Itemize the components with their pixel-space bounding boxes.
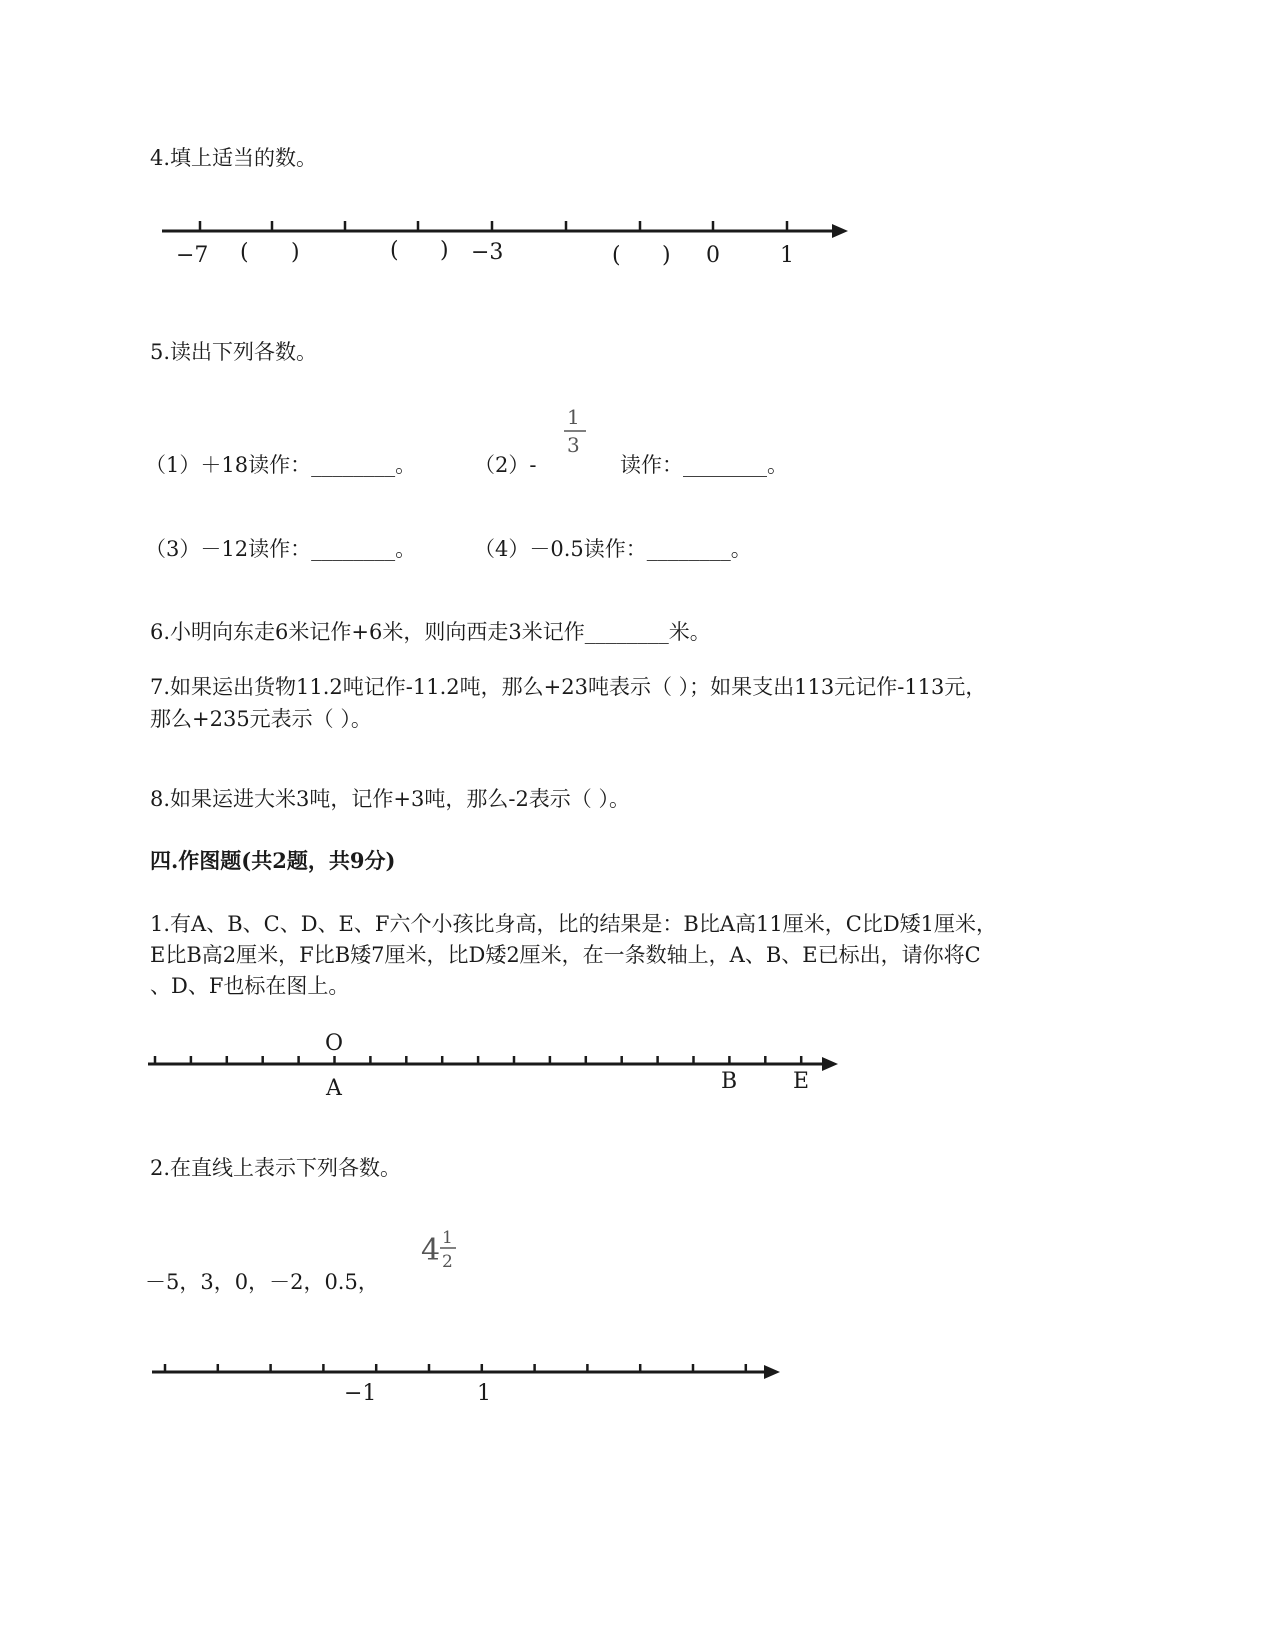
d2-mixed-whole: 4: [421, 1233, 441, 1268]
q7-line2: 那么+235元表示（ ）。: [150, 707, 372, 731]
q5-fraction-denominator: 3: [567, 433, 580, 457]
q4-paren-open-3: (: [612, 243, 621, 268]
q5-item1: （1）＋18读作：________。: [145, 453, 417, 477]
d2-mixed-denominator: 2: [442, 1252, 453, 1272]
q5-fraction-numerator: 1: [567, 405, 580, 429]
d2-label-1: 1: [477, 1381, 491, 1406]
q6-text: 6.小明向东走6米记作+6米，则向西走3米记作________米。: [150, 620, 711, 644]
q4-label-neg3: −3: [471, 240, 504, 265]
q5-item2-prefix: （2）-: [474, 453, 537, 477]
q4-label-0: 0: [706, 243, 720, 268]
q4-paren-open-2: (: [390, 238, 399, 263]
d2-title: 2.在直线上表示下列各数。: [150, 1156, 402, 1180]
d1-line1: 1.有A、B、C、D、E、F六个小孩比身高，比的结果是：B比A高11厘米，C比D矮1厘米，: [150, 912, 998, 936]
d1-line2: E比B高2厘米，F比B矮7厘米，比D矮2厘米，在一条数轴上，A、B、E已标出，请你将C: [150, 943, 981, 967]
d2-numbers: －5，3，0，－2，0.5，: [145, 1270, 379, 1294]
q4-paren-close-2: ): [440, 238, 449, 263]
d2-label-neg1: −1: [344, 1381, 377, 1406]
q5-title: 5.读出下列各数。: [150, 340, 318, 364]
q5-item2-suffix: 读作：________。: [620, 453, 788, 477]
q4-label-1: 1: [780, 243, 794, 268]
q4-paren-close-3: ): [662, 243, 671, 268]
q5-item4: （4）－0.5读作：________。: [474, 537, 752, 561]
q4-label-neg7: −7: [176, 243, 209, 268]
q7-line1: 7.如果运出货物11.2吨记作-11.2吨，那么+23吨表示（ ）；如果支出113元记作-113元，: [150, 675, 987, 699]
d2-mixed-numerator: 1: [442, 1228, 453, 1248]
d1-label-b: B: [721, 1069, 738, 1094]
d1-line3: 、D、F也标在图上。: [150, 974, 350, 998]
d1-label-o: O: [325, 1031, 344, 1056]
d1-label-a: A: [326, 1076, 342, 1101]
d1-label-e: E: [793, 1069, 810, 1094]
q5-item3: （3）－12读作：________。: [145, 537, 417, 561]
q4-title: 4.填上适当的数。: [150, 146, 318, 170]
d2-arrow-head: [764, 1365, 780, 1379]
q8-text: 8.如果运进大米3吨，记作+3吨，那么-2表示（ ）。: [150, 787, 630, 811]
q4-paren-open-1: (: [240, 240, 249, 265]
section4-heading: 四.作图题(共2题，共9分): [150, 848, 396, 873]
q4-paren-close-1: ): [291, 240, 300, 265]
